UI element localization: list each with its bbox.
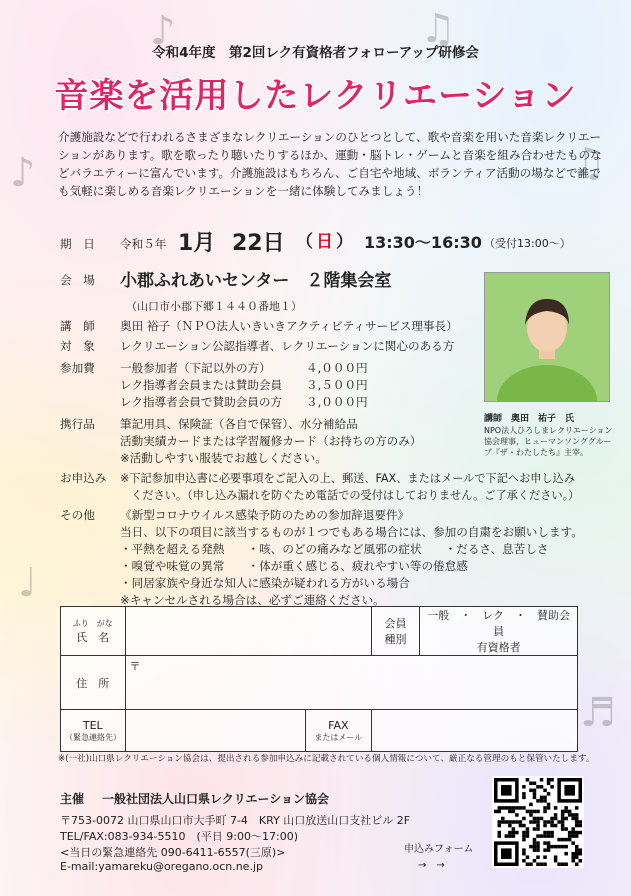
date-time: 13:30〜16:30: [364, 233, 482, 252]
venue-label: 会 場: [60, 273, 95, 287]
venue-address: （山口市小郡下郷１４４０番地１）: [126, 300, 302, 313]
organizer-address: 〒753-0072 山口県山口市大手町 7-4 KRY 山口放送山口支社ビル 2F: [60, 814, 411, 827]
qr-code[interactable]: [492, 776, 584, 868]
event-subtitle: 令和4年度 第2回レク有資格者フォローアップ研修会: [152, 45, 479, 61]
date-month: 1月: [178, 231, 216, 256]
lecturer-photo: [484, 272, 610, 402]
member-type-field[interactable]: [420, 607, 578, 656]
date-weekday: 日: [316, 232, 333, 252]
items-line: 活動実績カードまたは学習履修カード（お持ちの方のみ）: [120, 434, 422, 448]
organizer-tel: TEL/FAX:083-934-5510 (平日 9:00〜17:00): [60, 830, 298, 843]
other-line: ※キャンセルされる場合は、必ずご連絡ください。: [120, 593, 385, 607]
target-text: レクリエーション公認指導者、レクリエーションに関心のある方: [120, 339, 455, 353]
music-note-icon: ♬: [580, 690, 616, 736]
music-note-icon: ♫: [570, 140, 606, 186]
qr-code-icon: [494, 778, 582, 866]
qr-label: 申込みフォーム: [404, 844, 474, 855]
music-note-icon: ♪: [150, 8, 176, 54]
music-note-icon: ♪: [10, 150, 36, 196]
lecturer-text: 奥田 裕子（ＮＰＯ法人いきいきアクティビティサービス理事長）: [120, 319, 458, 333]
other-line: ・平熱を超える発熱 ・咳、のどの痛みなど風邪の症状 ・だるさ、息苦しさ: [120, 542, 549, 556]
emergency-contact: <当日の緊急連絡先 090-6411-6557(三原)>: [60, 846, 286, 859]
items-line: ※活動しやすい服装でお越しください。: [120, 451, 327, 465]
other-line: ・同居家族や身近な知人に感染が疑われる方がいる場合: [120, 576, 410, 590]
privacy-notice: ※(一社)山口県レクリエーション協会は、提出される参加申込みに記載されている個人情報について、厳正なる管理のもと保管いたします。: [58, 754, 595, 764]
organizer-label: 主催: [60, 792, 85, 806]
member-type-label-cell: [371, 607, 420, 656]
name-label: 氏 名: [76, 630, 110, 644]
intro-text: 介護施設などで行われるさまざまなレクリエーションのひとつとして、歌や音楽を用いた音楽レクリエーションがあります。歌を歌ったり聴いたりするほか、運動・脳トレ・ゲームと音楽を組み合わせたものなどバラエティーに富んでいます。介護施設はもちろん、ご自宅や地域、ボランティア活動の場などで誰でも気軽に楽しめる音楽レクリエーションを一緒に体験してみましょう！: [58, 130, 602, 198]
fee-name: レク指導者会員または賛助会員: [120, 378, 283, 392]
fax-email-field[interactable]: [371, 710, 577, 752]
organizer-email[interactable]: E-mail:yamareku@oregano.ocn.ne.jp: [60, 860, 263, 873]
fee-label: 参加費: [60, 361, 95, 375]
photo-caption: [484, 414, 614, 458]
postal-mark: 〒: [129, 660, 141, 673]
apply-line: ください。（申し込み漏れを防ぐため電話での受付はしておりません。ご了承ください。）: [120, 489, 580, 502]
other-line: ・嗅覚や味覚の異常 ・体が重く感じる、疲れやすい等の倦怠感: [120, 559, 468, 573]
music-note-icon: ♩: [18, 560, 37, 606]
fee-amount: ４,０００円: [306, 361, 368, 375]
page-title: 音楽を活用したレクリエーション: [54, 76, 577, 116]
organizer-name: 一般社団法人山口県レクリエーション協会: [102, 792, 330, 806]
fee-amount: ３,０００円: [306, 395, 368, 409]
address-label: 住 所: [61, 656, 126, 710]
member-type-options: 一般 ・ レク ・ 賛助会員: [427, 609, 571, 638]
caption-description: NPO法人ひろしまレクリエーション協会理事，ヒューマンソンググループ『ザ・わたしたち』主宰。: [484, 426, 613, 457]
name-field[interactable]: [125, 607, 371, 656]
application-form: [60, 606, 578, 752]
fax-sublabel: またはメール: [314, 732, 363, 742]
tel-label-cell: [61, 710, 126, 752]
other-line: 当日、以下の項目に該当するものが１つでもある場合には、参加の自粛をお願いします。: [120, 525, 583, 539]
date-reception: （受付13:00〜）: [484, 237, 571, 250]
apply-label: お申込み: [60, 471, 107, 485]
member-type-options: 有資格者: [476, 641, 521, 654]
furigana-label: ふり がな: [72, 618, 113, 628]
lecturer-label: 講 師: [60, 319, 95, 333]
other-line: 《新型コロナウイルス感染予防のための参加辞退要件》: [120, 508, 410, 522]
items-label: 携行品: [60, 417, 95, 431]
venue-name: 小郡ふれあいセンター ２階集会室: [120, 271, 392, 291]
date-era: 令和５年: [120, 237, 167, 251]
address-field[interactable]: [125, 656, 577, 710]
tel-label: TEL: [82, 718, 103, 732]
tel-sublabel: （緊急連絡先）: [65, 732, 121, 742]
items-line: 筆記用具、保険証（各自で保管）、水分補給品: [120, 417, 358, 431]
caption-name: 講師 奥田 祐子 氏: [484, 414, 575, 424]
name-label-cell: [61, 607, 126, 656]
date-paren-open: （: [296, 232, 313, 252]
member-type-label: 会員: [384, 617, 407, 630]
tel-field[interactable]: [125, 710, 305, 752]
apply-line: ※下記参加申込書に必要事項をご記入の上、郵送、FAX、またはメールで下記へお申し込み: [120, 472, 576, 485]
target-label: 対 象: [60, 339, 95, 353]
fax-label-cell: [305, 710, 371, 752]
fee-name: 一般参加者（下記以外の方）: [120, 361, 271, 375]
fee-amount: ３,５００円: [306, 378, 368, 392]
music-note-icon: ♫: [420, 6, 456, 52]
member-type-label: 種別: [384, 633, 407, 646]
fax-label: FAX: [328, 718, 349, 732]
date-paren-close: ）: [336, 232, 353, 252]
date-day: 22日: [232, 231, 285, 256]
arrow-icon: → →: [418, 860, 445, 871]
other-label: その他: [60, 508, 95, 522]
person-icon: [485, 273, 609, 401]
fee-name: レク指導者会員で賛助会員の方: [120, 395, 283, 409]
date-label: 期 日: [60, 237, 95, 251]
